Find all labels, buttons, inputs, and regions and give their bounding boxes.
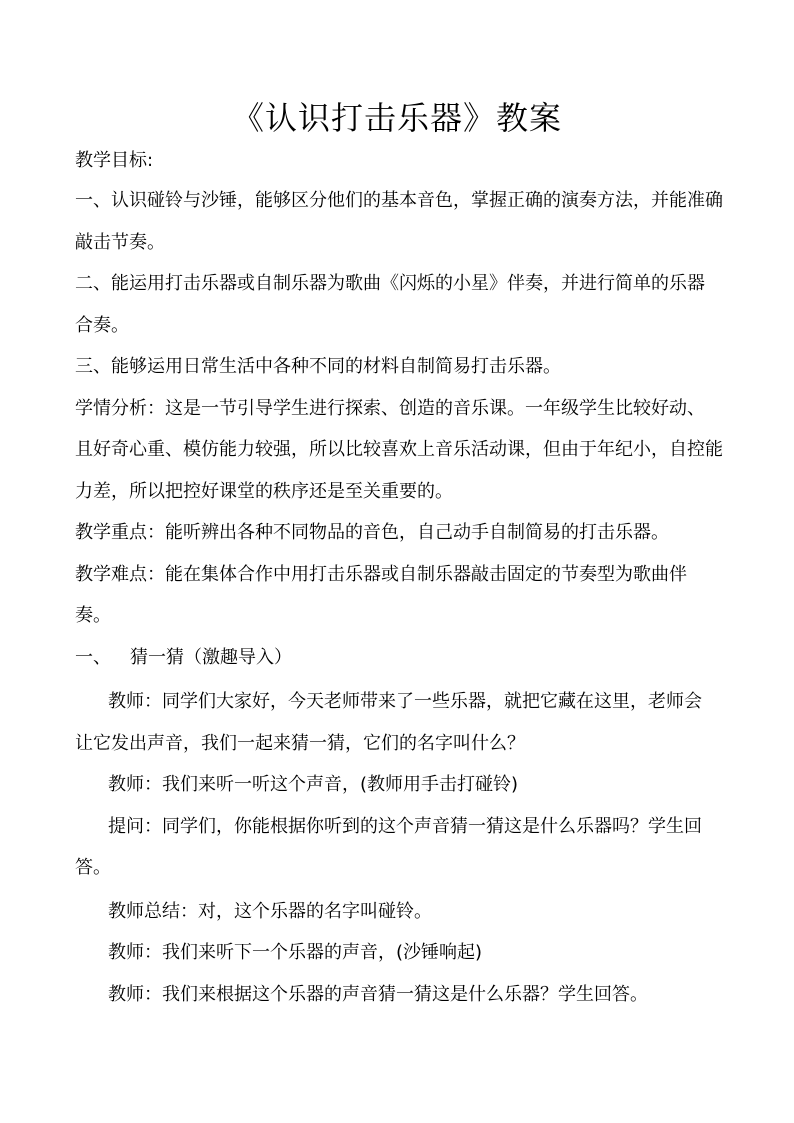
objective-1-line-2: 敲击节奏。 (75, 232, 165, 253)
dialogue-line-8: 教师：我们来根据这个乐器的声音猜一猜这是什么乐器？学生回答。 (108, 984, 648, 1005)
section-number: 一、 (75, 647, 111, 668)
analysis-line-2: 且好奇心重、模仿能力较强，所以比较喜欢上音乐活动课，但由于年纪小，自控能 (75, 439, 723, 460)
analysis-line-1: 学情分析：这是一节引导学生进行探索、创造的音乐课。一年级学生比较好动、 (75, 398, 705, 419)
dialogue-line-2: 让它发出声音，我们一起来猜一猜，它们的名字叫什么？ (75, 733, 525, 754)
dialogue-line-1: 教师：同学们大家好，今天老师带来了一些乐器，就把它藏在这里，老师会 (108, 691, 702, 712)
dialogue-line-4: 提问：同学们，你能根据你听到的这个声音猜一猜这是什么乐器吗？学生回 (108, 816, 702, 837)
objectives-label: 教学目标: (75, 150, 154, 171)
difficulties-line-2: 奏。 (75, 605, 111, 626)
dialogue-line-5: 答。 (75, 857, 111, 878)
objective-1-line-1: 一、认识碰铃与沙锤，能够区分他们的基本音色，掌握正确的演奏方法，并能准确 (75, 190, 723, 211)
objective-2-line-2: 合奏。 (75, 315, 129, 336)
objective-2-line-1: 二、能运用打击乐器或自制乐器为歌曲《闪烁的小星》伴奏，并进行简单的乐器 (75, 273, 705, 294)
section-heading (75, 645, 292, 671)
difficulties-line-1: 教学难点：能在集体合作中用打击乐器或自制乐器敲击固定的节奏型为歌曲伴 (75, 564, 687, 585)
dialogue-line-3: 教师：我们来听一听这个声音，(教师用手击打碰铃) (108, 774, 519, 795)
page-title: 《认识打击乐器》教案 (231, 99, 562, 137)
dialogue-line-7: 教师：我们来听下一个乐器的声音，(沙锤响起) (108, 942, 483, 963)
key-points: 教学重点：能听辨出各种不同物品的音色，自己动手自制简易的打击乐器。 (75, 522, 669, 543)
objective-3: 三、能够运用日常生活中各种不同的材料自制简易打击乐器。 (75, 356, 561, 377)
dialogue-line-6: 教师总结：对，这个乐器的名字叫碰铃。 (108, 901, 432, 922)
analysis-line-3: 力差，所以把控好课堂的秩序还是至关重要的。 (75, 481, 453, 502)
section-title: 猜一猜（激趣导入） (130, 647, 292, 668)
